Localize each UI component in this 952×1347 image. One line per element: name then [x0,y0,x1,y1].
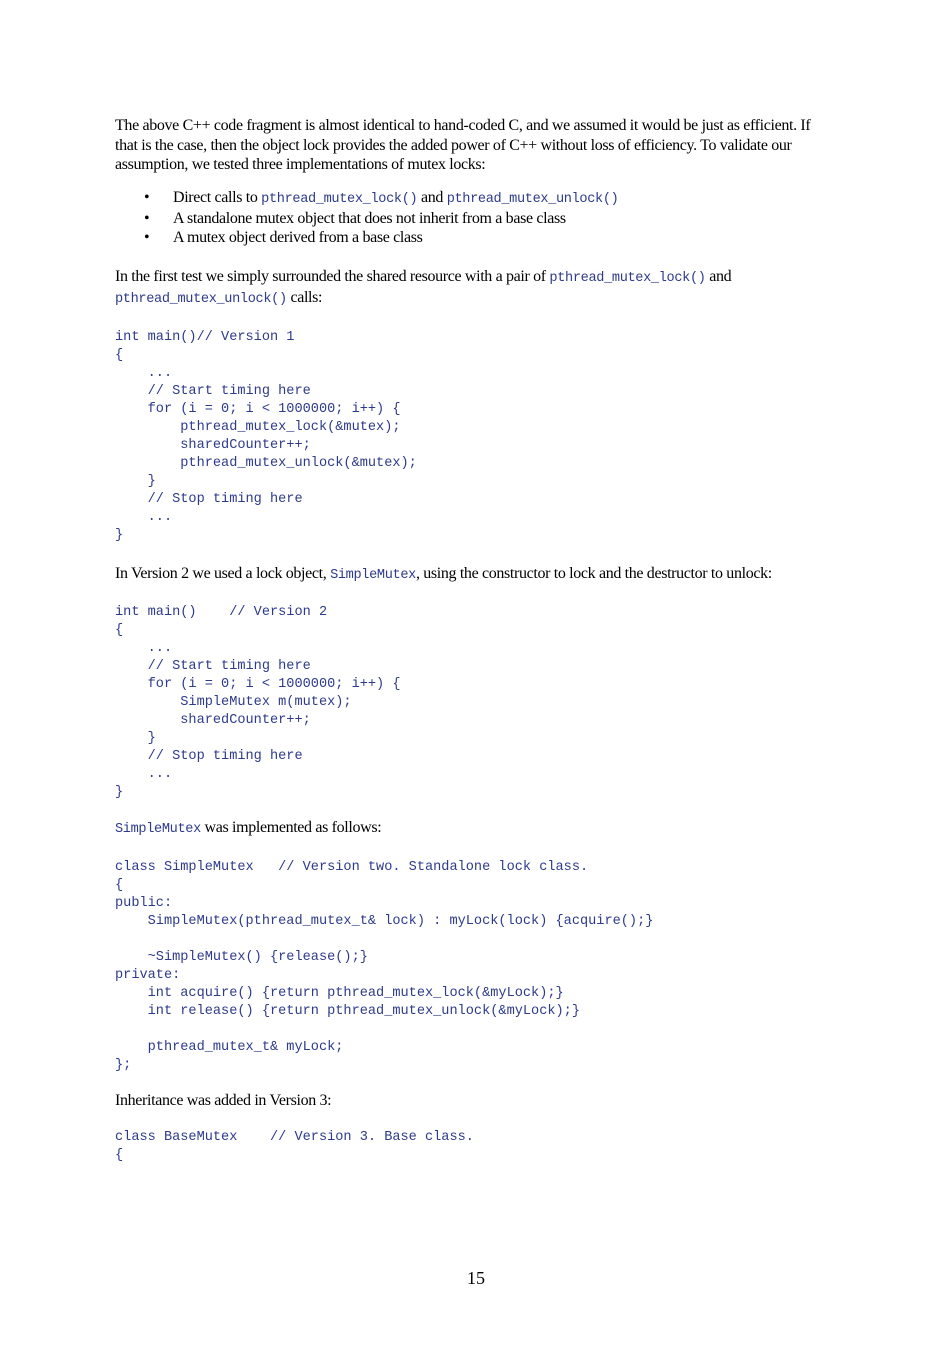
inline-code: SimpleMutex [330,567,416,583]
version-2-paragraph: In Version 2 we used a lock object, SimpleMutex, using the constructor to lock and the destructor to unlock: [115,564,772,583]
inline-code: pthread_mutex_lock() [549,270,706,286]
intro-paragraph: The above C++ code fragment is almost identical to hand-coded C, and we assumed it would be just as efficient. If that is the case, then the object lock provides the added power of C++ without loss of efficiency. To validate our assumption, we tested three implementations of mutex locks: [115,117,811,173]
list-item: • A standalone mutex object that does not inherit from a base class [115,209,835,228]
inline-code: pthread_mutex_lock() [261,191,418,207]
implementation-paragraph: SimpleMutex was implemented as follows: [115,819,382,837]
implementation-list [115,188,835,247]
inline-code: pthread_mutex_unlock() [446,191,619,207]
first-test-paragraph: In the first test we simply surrounded the shared resource with a pair of pthread_mutex_lock() and pthread_mutex_unlock() calls: [115,267,732,307]
code-block-simplemutex: class SimpleMutex // Version two. Standalone lock class. { public: SimpleMutex(pthread_mutex_t& lock) : myLock(lock) {acquire();} ~SimpleMutex() {release();} private: int acquire() {return pthread_mutex_lock(&myLock);} int release() {return pthread_mutex_unlock(&myLock);} pthread_mutex_t& myLock; }; [115,859,654,1073]
inline-code: SimpleMutex [115,822,201,837]
code-block-version-1: int main()// Version 1 { ... // Start timing here for (i = 0; i < 1000000; i++) { pthread_mutex_lock(&mutex); sharedCounter++; pthread_mutex_unlock(&mutex); } // Stop timing here ... } [115,329,417,543]
page-number: 15 [467,1268,485,1288]
version-3-paragraph: Inheritance was added in Version 3: [115,1091,332,1109]
code-block-version-2: int main() // Version 2 { ... // Start timing here for (i = 0; i < 1000000; i++) { SimpleMutex m(mutex); sharedCounter++; } // Stop timing here ... } [115,605,401,800]
list-item: • Direct calls to pthread_mutex_lock() and pthread_mutex_unlock() [115,188,835,209]
list-item: • A mutex object derived from a base class [115,228,835,247]
code-block-basemutex: class BaseMutex // Version 3. Base class. { [115,1130,474,1163]
document-page [115,116,835,1165]
inline-code: pthread_mutex_unlock() [115,292,287,307]
